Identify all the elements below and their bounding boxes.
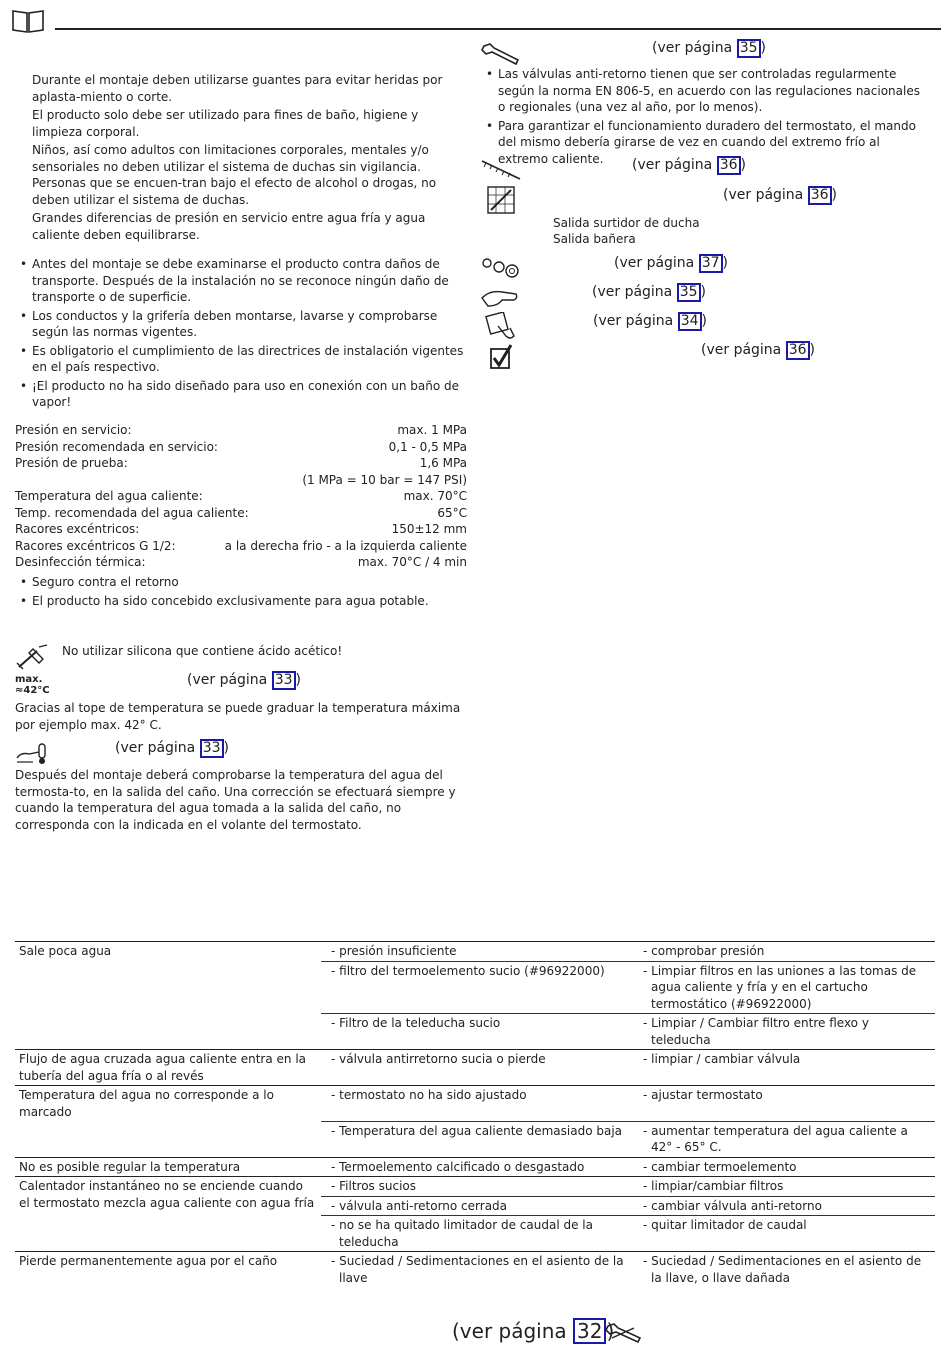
page-link-32[interactable]: 32 [573, 1318, 606, 1344]
list-item: • El producto ha sido concebido exclusivamente para agua potable. [16, 593, 472, 610]
spec-row: Presión de prueba: 1,6 MPa [15, 456, 467, 470]
page-link-34[interactable]: 34 [678, 312, 702, 331]
page-reference[interactable]: (ver página 37 ) [614, 255, 729, 271]
troubleshooting-table [15, 941, 935, 1287]
table-row: - Temperatura del agua caliente demasiado baja - aumentar temperatura del agua caliente a 42° - 65° C. [331, 1123, 908, 1154]
table-row: No es posible regular la temperatura - Termoelemento calcificado o desgastado - cambiar termoelemento [15, 1157, 935, 1177]
technical-specs [15, 422, 467, 571]
checkbox-test-icon [490, 344, 514, 370]
spec-bullets [16, 574, 472, 611]
silicone-gun-icon [15, 643, 49, 671]
page-link-35[interactable]: 35 [737, 39, 761, 58]
table-row: Temperatura del agua no corresponde a lo marcado - termostato no ha sido ajustado - ajustar termostato [15, 1086, 935, 1122]
flow-output-label: Salida bañera [553, 232, 636, 246]
operation-hand-icon [484, 312, 518, 340]
list-item: • Los conductos y la grifería deben montarse, lavarse y comprobarse según las normas vigentes. [16, 308, 472, 341]
header-rule [55, 28, 941, 30]
spec-row: Racores excéntricos G 1/2: a la derecha frio - a la izquierda caliente [15, 538, 467, 553]
cleaning-hand-icon [480, 284, 520, 310]
book-icon [11, 8, 45, 34]
table-row: - válvula anti-retorno cerrada - cambiar válvula anti-retorno [15, 1196, 935, 1216]
page-link-36[interactable]: 36 [717, 156, 741, 175]
page-reference[interactable]: (ver página 35 ) [592, 284, 707, 300]
wrench-icon [480, 40, 522, 66]
list-item: • Seguro contra el retorno [16, 574, 472, 591]
flow-output-label: Salida surtidor de ducha [553, 216, 700, 230]
spec-row: (1 MPa = 10 bar = 147 PSI) [302, 472, 467, 487]
temp-limit-text: Gracias al tope de temperatura se puede graduar la temperatura máxima por ejemplo max. 42° C. [15, 701, 461, 732]
max-temperature-icon: max. ≈42°C [15, 674, 50, 696]
list-item: • Es obligatorio el cumplimiento de las directrices de instalación vigentes en el país respectivo. [16, 343, 472, 376]
table-row: - Filtro de la teleducha sucio - Limpiar / Cambiar filtro entre flexo y teleducha [331, 1016, 869, 1047]
silicone-note: No utilizar silicona que contiene ácido acético! [62, 644, 343, 658]
page-link-36[interactable]: 36 [808, 186, 832, 205]
page-link-33[interactable]: 33 [272, 671, 296, 690]
page-reference[interactable]: (ver página 33 ) [115, 740, 230, 756]
flow-outputs [553, 215, 700, 247]
safety-section [32, 72, 472, 243]
page-link-35[interactable]: 35 [677, 283, 701, 302]
table-row: - filtro del termoelemento sucio (#96922000) - Limpiar filtros en las uniones a las tomas de agua caliente y fría y en el cartucho termostático (#96922000) [15, 961, 935, 1014]
spare-parts-icon [481, 255, 521, 281]
installation-list [16, 256, 472, 413]
page-reference[interactable]: (ver página 34 ) [593, 313, 708, 329]
list-item: • Las válvulas anti-retorno tienen que ser controladas regularmente según la norma EN 806-5, en acuerdo con las regulaciones nacionales o regionales (una vez al año, por lo menos). [482, 66, 928, 116]
wrench-icon [604, 1320, 644, 1346]
page-reference[interactable]: (ver página 36 ) [723, 187, 838, 203]
page-reference[interactable]: (ver página 35 ) [652, 40, 767, 56]
maintenance-list [482, 66, 928, 169]
table-row: Pierde permanentemente agua por el caño - Suciedad / Sedimentaciones en el asiento de la llave - Suciedad / Sedimentaciones en el asiento de la llave, o llave dañada [15, 1252, 935, 1288]
safety-text: Niños, así como adultos con limitaciones corporales, mentales y/o sensoriales no deben utilizar el sistema de duchas sin vigilancia. Personas que se encuen-tran bajo el efecto de alcohol o drogas, no deben utilizar el sistema de duchas. [32, 143, 437, 207]
page-reference[interactable]: (ver página 36 ) [632, 157, 747, 173]
table-row: Sale poca agua - presión insuficiente - comprobar presión [15, 942, 935, 962]
spec-row: Presión en servicio: max. 1 MPa [15, 423, 467, 437]
list-item: • ¡El producto no ha sido diseñado para uso en conexión con un baño de vapor! [16, 378, 472, 411]
page-reference[interactable]: (ver página 36 ) [701, 342, 816, 358]
table-row: - no se ha quitado limitador de caudal de la teleducha - quitar limitador de caudal [331, 1218, 807, 1249]
list-item: • Para garantizar el funcionamiento duradero del termostato, el mando del mismo debería girarse de vez en cuando del extremo frío al extremo caliente. [482, 118, 928, 168]
spec-row: Temp. recomendada del agua caliente: 65°C [15, 505, 467, 520]
table-row: Flujo de agua cruzada agua caliente entra en la tubería del agua fría o al revés - válvula antirretorno sucia o pierde - limpiar / cambiar válvula [15, 1050, 935, 1086]
page-reference-large[interactable]: (ver página 32 ) [452, 1319, 615, 1343]
dimensions-icon [480, 157, 522, 183]
spec-row: Presión recomendada en servicio: 0,1 - 0,5 MPa [15, 439, 467, 454]
thermometer-hand-icon [15, 740, 51, 766]
safety-text: Durante el montaje deben utilizarse guantes para evitar heridas por aplasta-miento o corte. [32, 73, 443, 104]
page-link-36[interactable]: 36 [786, 341, 810, 360]
page-link-33[interactable]: 33 [200, 739, 224, 758]
page-reference[interactable]: (ver página 33 ) [187, 672, 302, 688]
calibration-text: Después del montaje deberá comprobarse la temperatura del agua del termosta-to, en la salida del caño. Una corrección se efectuará siempre y cuando la temperatura del agua tomada a la salida del caño, no corresponda con la indicada en el volante del termostato. [15, 768, 456, 832]
spec-row: Temperatura del agua caliente: max. 70°C [15, 489, 467, 503]
spec-row: Racores excéntricos: 150±12 mm [15, 522, 467, 536]
flow-diagram-icon [487, 186, 515, 214]
page-link-37[interactable]: 37 [699, 254, 723, 273]
safety-text: Grandes diferencias de presión en servicio entre agua fría y agua caliente deben equilibrarse. [32, 211, 426, 242]
table-row: Calentador instantáneo no se enciende cuando el termostato mezcla agua caliente con agua fría - Filtros sucios - limpiar/cambiar filtros [15, 1177, 935, 1197]
safety-text: El producto solo debe ser utilizado para fines de baño, higiene y limpieza corporal. [32, 108, 419, 139]
list-item: • Antes del montaje se debe examinarse el producto contra daños de transporte. Después de la instalación no se reconoce ningún daño de transporte o de superficie. [16, 256, 472, 306]
spec-row: Desinfección térmica: max. 70°C / 4 min [15, 555, 467, 569]
